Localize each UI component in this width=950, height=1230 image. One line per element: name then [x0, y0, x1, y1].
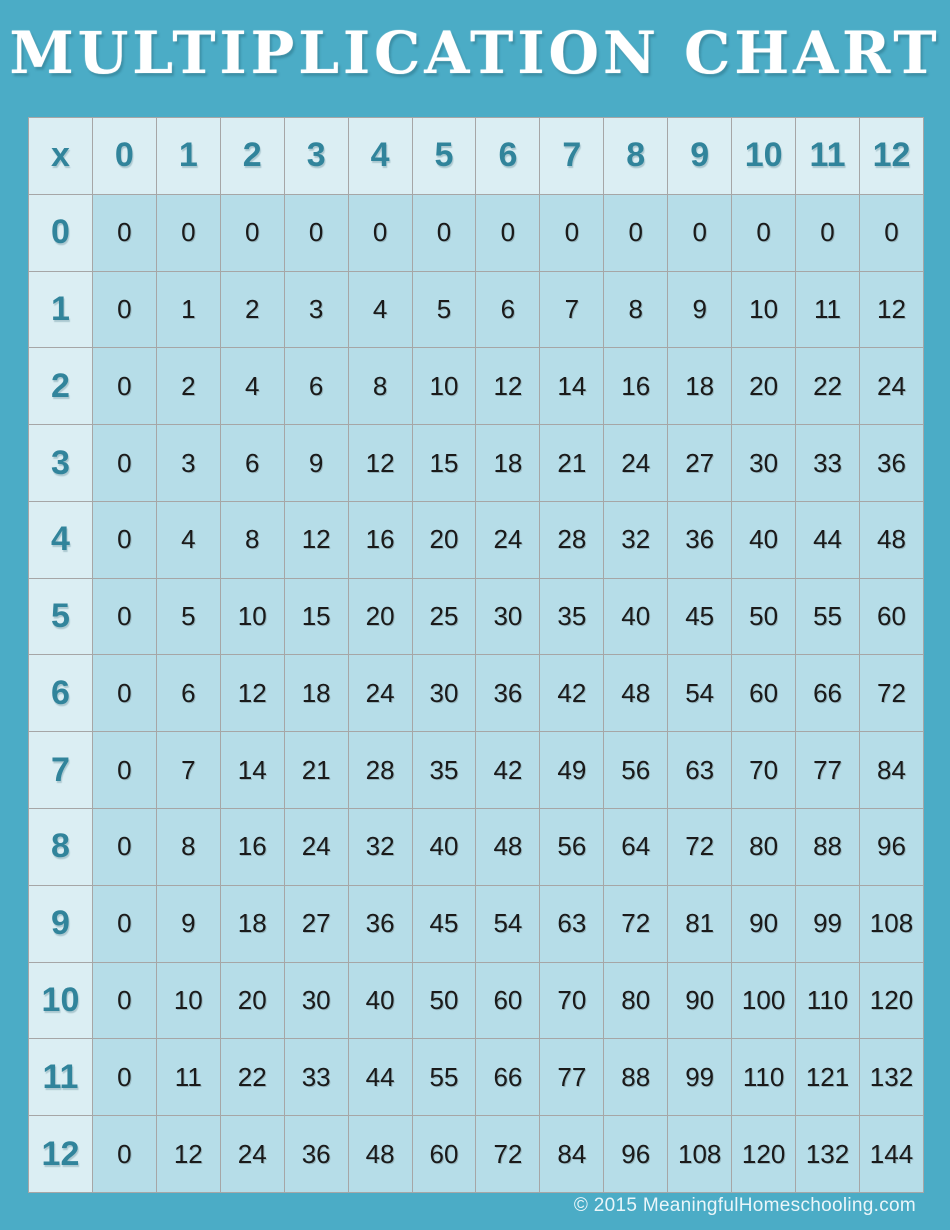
product-cell: 1: [156, 271, 220, 348]
product-cell: 64: [604, 809, 668, 886]
multiplication-table: [28, 117, 924, 1193]
product-cell: 7: [156, 732, 220, 809]
product-cell: 8: [156, 809, 220, 886]
table-row: [29, 501, 924, 578]
product-cell: 108: [859, 885, 923, 962]
chart-title: MULTIPLICATION CHART: [9, 19, 941, 87]
product-cell: 12: [284, 501, 348, 578]
product-cell: 30: [284, 962, 348, 1039]
product-cell: 0: [92, 1039, 156, 1116]
product-cell: 18: [668, 348, 732, 425]
product-cell: 96: [859, 809, 923, 886]
product-cell: 2: [156, 348, 220, 425]
product-cell: 6: [284, 348, 348, 425]
product-cell: 20: [220, 962, 284, 1039]
column-header-cell: 9: [668, 118, 732, 195]
product-cell: 20: [412, 501, 476, 578]
product-cell: 7: [540, 271, 604, 348]
row-header-cell: 0: [29, 194, 93, 271]
table-row: [29, 809, 924, 886]
product-cell: 40: [348, 962, 412, 1039]
product-cell: 0: [540, 194, 604, 271]
product-cell: 36: [476, 655, 540, 732]
product-cell: 0: [92, 578, 156, 655]
product-cell: 110: [732, 1039, 796, 1116]
product-cell: 21: [284, 732, 348, 809]
product-cell: 44: [348, 1039, 412, 1116]
product-cell: 42: [540, 655, 604, 732]
product-cell: 22: [796, 348, 860, 425]
product-cell: 30: [476, 578, 540, 655]
product-cell: 56: [604, 732, 668, 809]
product-cell: 120: [859, 962, 923, 1039]
row-header-cell: 8: [29, 809, 93, 886]
product-cell: 35: [412, 732, 476, 809]
product-cell: 84: [540, 1116, 604, 1193]
row-header-cell: 3: [29, 425, 93, 502]
column-header-cell: 1: [156, 118, 220, 195]
table-row: [29, 578, 924, 655]
product-cell: 25: [412, 578, 476, 655]
product-cell: 36: [859, 425, 923, 502]
product-cell: 18: [284, 655, 348, 732]
row-header-cell: 11: [29, 1039, 93, 1116]
product-cell: 0: [92, 1116, 156, 1193]
product-cell: 88: [796, 809, 860, 886]
product-cell: 36: [348, 885, 412, 962]
row-header-cell: 12: [29, 1116, 93, 1193]
product-cell: 32: [604, 501, 668, 578]
product-cell: 32: [348, 809, 412, 886]
product-cell: 49: [540, 732, 604, 809]
product-cell: 0: [92, 732, 156, 809]
multiplication-table-container: [28, 117, 924, 1193]
product-cell: 10: [732, 271, 796, 348]
product-cell: 60: [412, 1116, 476, 1193]
product-cell: 90: [732, 885, 796, 962]
product-cell: 12: [348, 425, 412, 502]
product-cell: 0: [412, 194, 476, 271]
product-cell: 84: [859, 732, 923, 809]
column-header-cell: 2: [220, 118, 284, 195]
corner-cell: x: [29, 118, 93, 195]
table-row: [29, 425, 924, 502]
product-cell: 28: [540, 501, 604, 578]
column-header-cell: 6: [476, 118, 540, 195]
product-cell: 72: [604, 885, 668, 962]
row-header-cell: 2: [29, 348, 93, 425]
column-header-cell: 0: [92, 118, 156, 195]
product-cell: 20: [348, 578, 412, 655]
product-cell: 4: [156, 501, 220, 578]
product-cell: 10: [220, 578, 284, 655]
product-cell: 0: [92, 425, 156, 502]
column-header-cell: 5: [412, 118, 476, 195]
product-cell: 5: [412, 271, 476, 348]
product-cell: 63: [540, 885, 604, 962]
product-cell: 9: [284, 425, 348, 502]
product-cell: 108: [668, 1116, 732, 1193]
table-row: [29, 1116, 924, 1193]
product-cell: 120: [732, 1116, 796, 1193]
product-cell: 40: [604, 578, 668, 655]
product-cell: 77: [796, 732, 860, 809]
product-cell: 54: [476, 885, 540, 962]
header-row: [29, 118, 924, 195]
product-cell: 0: [668, 194, 732, 271]
product-cell: 6: [220, 425, 284, 502]
multiplication-grid: [29, 118, 924, 1193]
product-cell: 10: [156, 962, 220, 1039]
product-cell: 27: [284, 885, 348, 962]
column-header-cell: 3: [284, 118, 348, 195]
product-cell: 5: [156, 578, 220, 655]
product-cell: 8: [348, 348, 412, 425]
product-cell: 8: [220, 501, 284, 578]
product-cell: 0: [284, 194, 348, 271]
product-cell: 8: [604, 271, 668, 348]
product-cell: 132: [859, 1039, 923, 1116]
product-cell: 48: [348, 1116, 412, 1193]
product-cell: 16: [220, 809, 284, 886]
product-cell: 66: [476, 1039, 540, 1116]
product-cell: 0: [92, 501, 156, 578]
product-cell: 15: [412, 425, 476, 502]
product-cell: 24: [859, 348, 923, 425]
product-cell: 9: [156, 885, 220, 962]
row-header-cell: 9: [29, 885, 93, 962]
product-cell: 81: [668, 885, 732, 962]
product-cell: 0: [476, 194, 540, 271]
product-cell: 0: [156, 194, 220, 271]
product-cell: 33: [284, 1039, 348, 1116]
product-cell: 80: [604, 962, 668, 1039]
product-cell: 90: [668, 962, 732, 1039]
table-row: [29, 962, 924, 1039]
product-cell: 48: [859, 501, 923, 578]
product-cell: 10: [412, 348, 476, 425]
product-cell: 0: [92, 194, 156, 271]
product-cell: 45: [412, 885, 476, 962]
product-cell: 4: [348, 271, 412, 348]
product-cell: 24: [284, 809, 348, 886]
product-cell: 0: [604, 194, 668, 271]
table-row: [29, 348, 924, 425]
product-cell: 18: [220, 885, 284, 962]
product-cell: 88: [604, 1039, 668, 1116]
product-cell: 33: [796, 425, 860, 502]
product-cell: 63: [668, 732, 732, 809]
row-header-cell: 10: [29, 962, 93, 1039]
product-cell: 11: [796, 271, 860, 348]
product-cell: 30: [732, 425, 796, 502]
product-cell: 9: [668, 271, 732, 348]
product-cell: 16: [348, 501, 412, 578]
table-row: [29, 271, 924, 348]
product-cell: 48: [476, 809, 540, 886]
product-cell: 60: [859, 578, 923, 655]
product-cell: 56: [540, 809, 604, 886]
product-cell: 16: [604, 348, 668, 425]
table-row: [29, 194, 924, 271]
product-cell: 121: [796, 1039, 860, 1116]
product-cell: 70: [732, 732, 796, 809]
column-header-cell: 7: [540, 118, 604, 195]
product-cell: 14: [540, 348, 604, 425]
product-cell: 99: [668, 1039, 732, 1116]
product-cell: 0: [348, 194, 412, 271]
product-cell: 50: [732, 578, 796, 655]
product-cell: 24: [604, 425, 668, 502]
product-cell: 40: [412, 809, 476, 886]
product-cell: 45: [668, 578, 732, 655]
product-cell: 0: [92, 809, 156, 886]
product-cell: 36: [284, 1116, 348, 1193]
product-cell: 80: [732, 809, 796, 886]
product-cell: 0: [92, 348, 156, 425]
column-header-cell: 12: [859, 118, 923, 195]
product-cell: 12: [220, 655, 284, 732]
product-cell: 30: [412, 655, 476, 732]
product-cell: 66: [796, 655, 860, 732]
product-cell: 40: [732, 501, 796, 578]
product-cell: 15: [284, 578, 348, 655]
row-header-cell: 1: [29, 271, 93, 348]
table-row: [29, 655, 924, 732]
product-cell: 36: [668, 501, 732, 578]
product-cell: 3: [156, 425, 220, 502]
product-cell: 6: [476, 271, 540, 348]
product-cell: 132: [796, 1116, 860, 1193]
product-cell: 35: [540, 578, 604, 655]
product-cell: 20: [732, 348, 796, 425]
product-cell: 0: [92, 962, 156, 1039]
product-cell: 22: [220, 1039, 284, 1116]
product-cell: 2: [220, 271, 284, 348]
product-cell: 96: [604, 1116, 668, 1193]
product-cell: 72: [476, 1116, 540, 1193]
product-cell: 77: [540, 1039, 604, 1116]
product-cell: 44: [796, 501, 860, 578]
product-cell: 48: [604, 655, 668, 732]
product-cell: 0: [796, 194, 860, 271]
product-cell: 12: [859, 271, 923, 348]
product-cell: 110: [796, 962, 860, 1039]
product-cell: 55: [796, 578, 860, 655]
row-header-cell: 6: [29, 655, 93, 732]
column-header-cell: 4: [348, 118, 412, 195]
product-cell: 12: [476, 348, 540, 425]
product-cell: 24: [476, 501, 540, 578]
product-cell: 0: [92, 271, 156, 348]
product-cell: 3: [284, 271, 348, 348]
row-header-cell: 5: [29, 578, 93, 655]
product-cell: 14: [220, 732, 284, 809]
product-cell: 0: [732, 194, 796, 271]
product-cell: 54: [668, 655, 732, 732]
copyright-text: © 2015 MeaningfulHomeschooling.com: [573, 1195, 916, 1216]
product-cell: 6: [156, 655, 220, 732]
product-cell: 0: [92, 885, 156, 962]
product-cell: 72: [859, 655, 923, 732]
product-cell: 0: [220, 194, 284, 271]
product-cell: 4: [220, 348, 284, 425]
row-header-cell: 4: [29, 501, 93, 578]
product-cell: 60: [476, 962, 540, 1039]
column-header-cell: 10: [732, 118, 796, 195]
product-cell: 28: [348, 732, 412, 809]
product-cell: 0: [92, 655, 156, 732]
product-cell: 144: [859, 1116, 923, 1193]
product-cell: 11: [156, 1039, 220, 1116]
product-cell: 60: [732, 655, 796, 732]
product-cell: 70: [540, 962, 604, 1039]
product-cell: 72: [668, 809, 732, 886]
column-header-cell: 8: [604, 118, 668, 195]
product-cell: 18: [476, 425, 540, 502]
product-cell: 12: [156, 1116, 220, 1193]
product-cell: 50: [412, 962, 476, 1039]
table-row: [29, 885, 924, 962]
product-cell: 42: [476, 732, 540, 809]
row-header-cell: 7: [29, 732, 93, 809]
table-row: [29, 732, 924, 809]
product-cell: 24: [220, 1116, 284, 1193]
product-cell: 55: [412, 1039, 476, 1116]
product-cell: 100: [732, 962, 796, 1039]
product-cell: 24: [348, 655, 412, 732]
product-cell: 0: [859, 194, 923, 271]
table-row: [29, 1039, 924, 1116]
product-cell: 21: [540, 425, 604, 502]
column-header-cell: 11: [796, 118, 860, 195]
product-cell: 27: [668, 425, 732, 502]
product-cell: 99: [796, 885, 860, 962]
